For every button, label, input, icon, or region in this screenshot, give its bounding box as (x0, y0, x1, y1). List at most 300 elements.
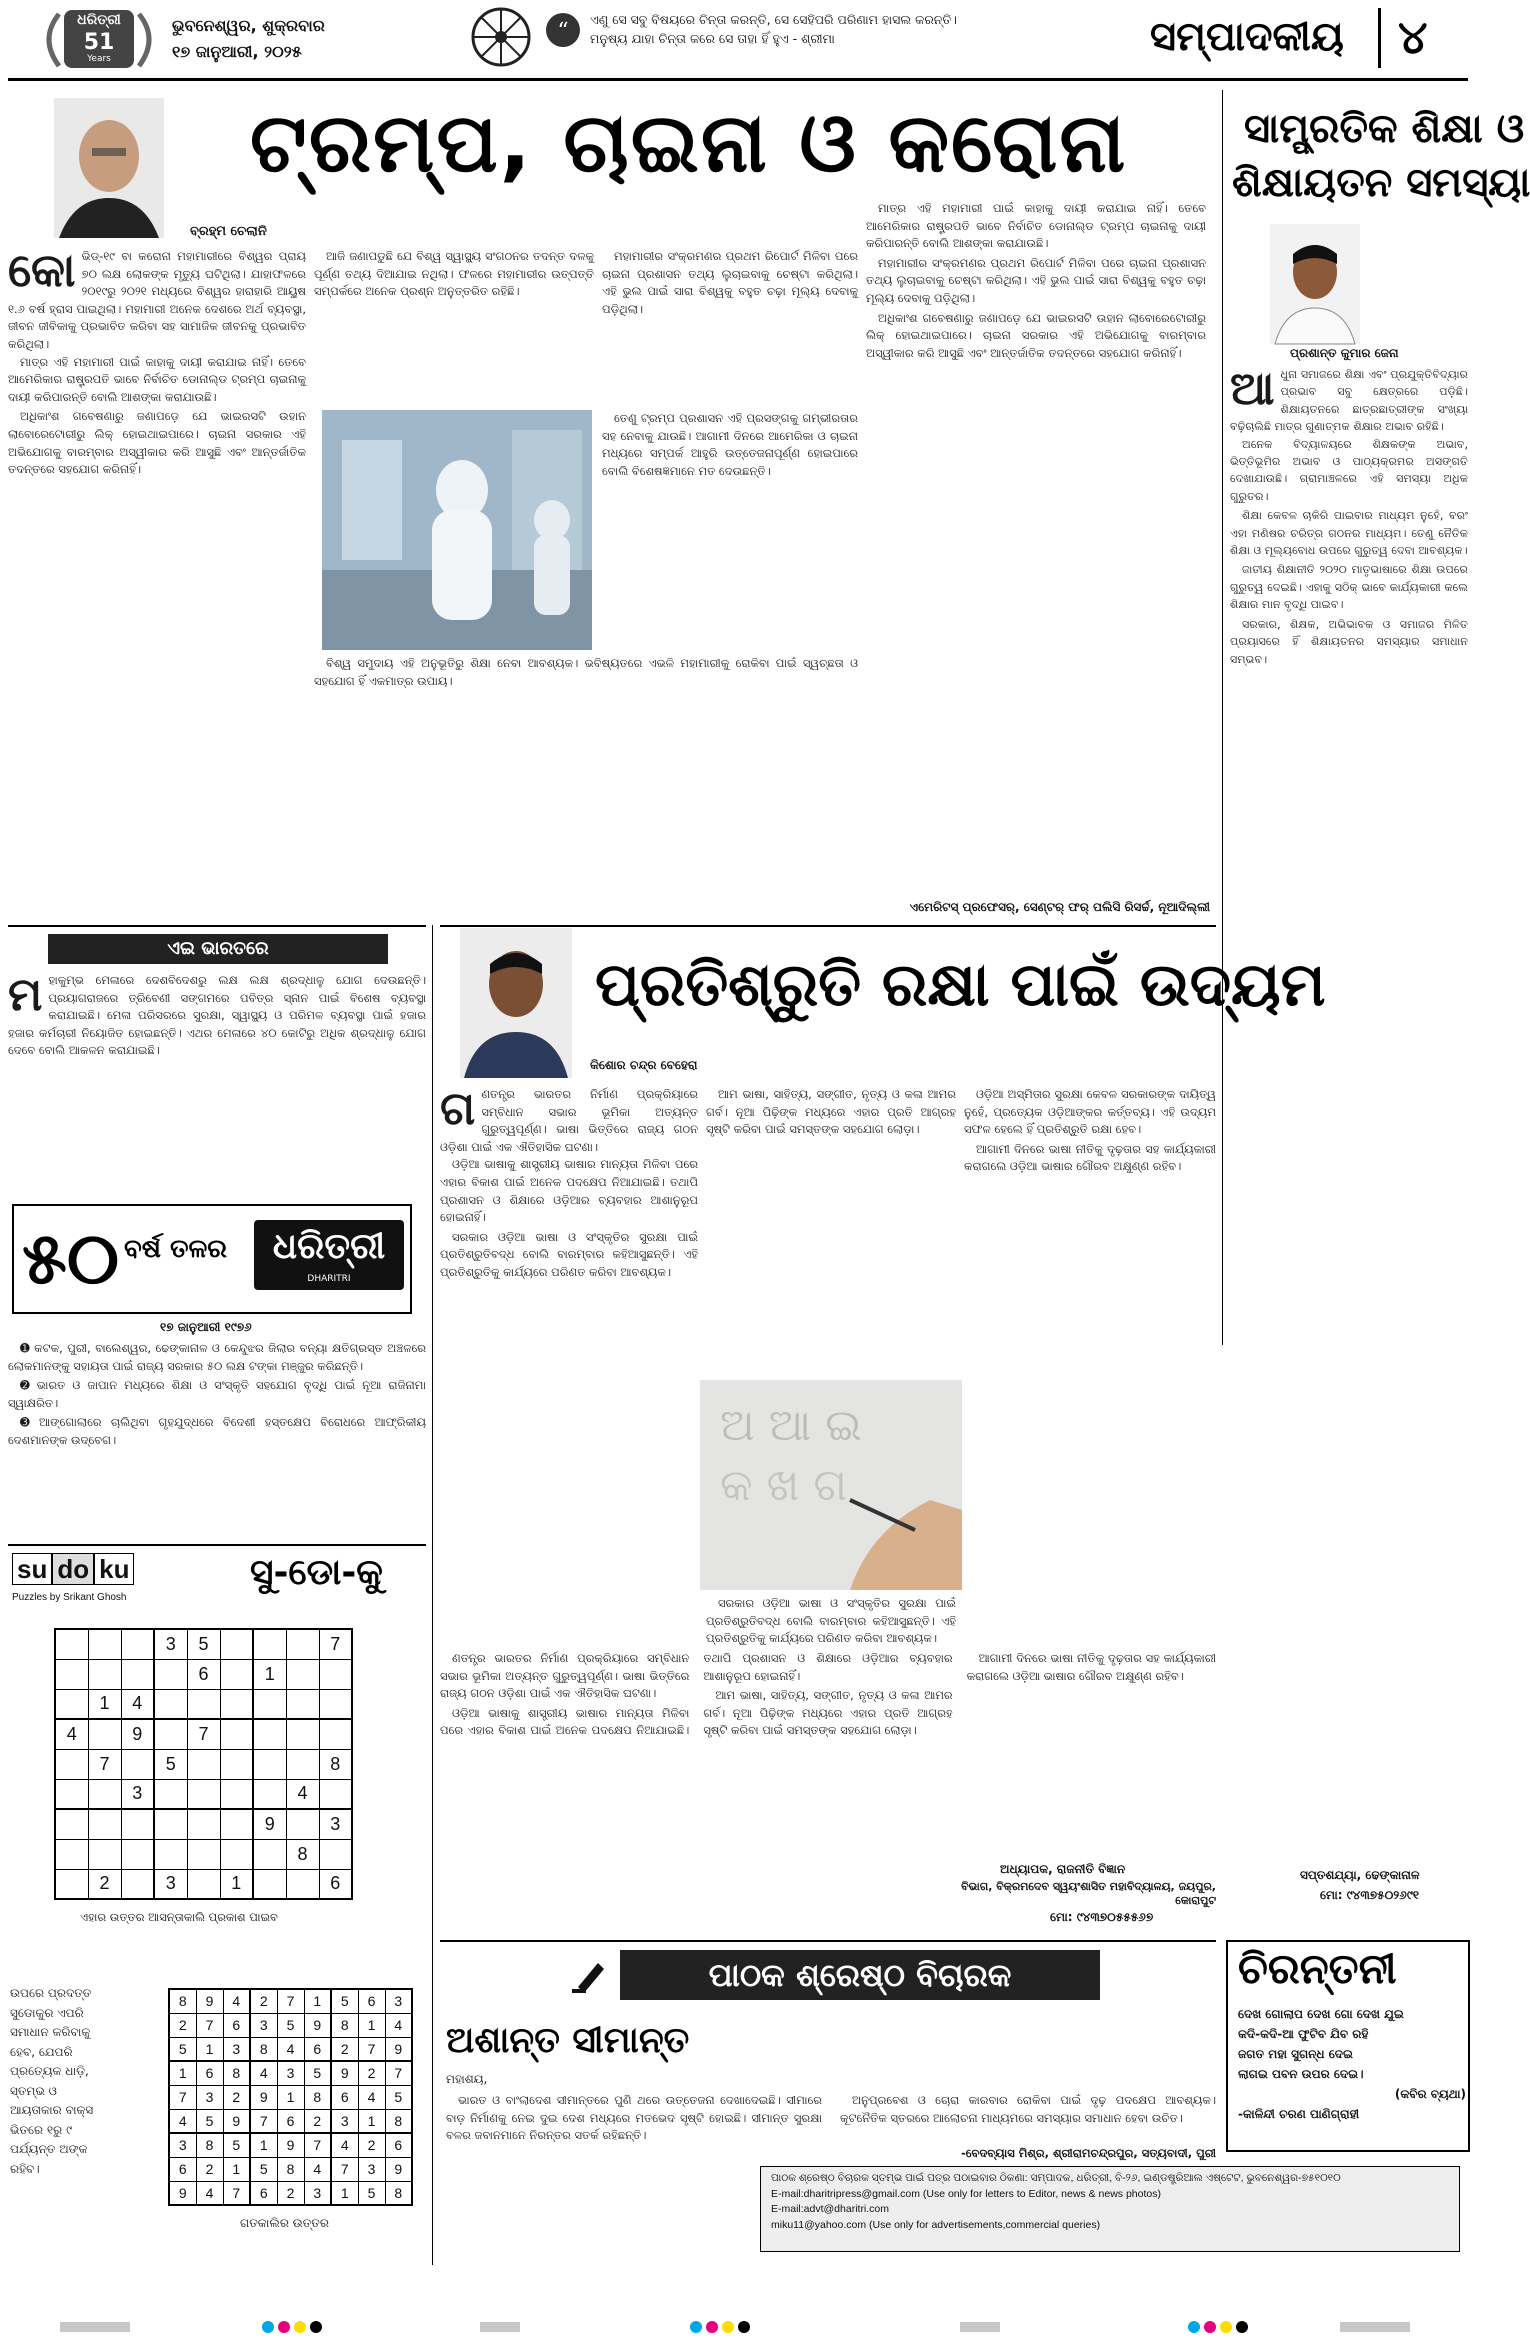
sudoku-cell[interactable] (220, 1689, 253, 1719)
answer-cell: 6 (331, 2085, 358, 2109)
sudoku-cell[interactable] (253, 1749, 286, 1779)
answer-cell: 4 (250, 2061, 277, 2085)
answer-cell: 5 (223, 2133, 250, 2157)
sudoku-cell[interactable] (253, 1719, 286, 1749)
ei-bharatare-rule (8, 925, 426, 927)
sudoku-row (55, 1779, 352, 1809)
sudoku-cell: 3 (121, 1779, 154, 1809)
answer-cell: 1 (169, 2061, 196, 2085)
sudoku-cell[interactable] (121, 1869, 154, 1899)
second-paragraph-9: ଓଡ଼ିଆ ଭାଷାକୁ ଶାସ୍ତ୍ରୀୟ ଭାଷାର ମାନ୍ୟତା ମିଳିବା ପରେ ଏହାର ବିକାଶ ପାଇଁ ଅନେକ ପଦକ୍ଷେପ ନିଆଯାଇଛି। ତଥାପି ପ୍ରଶାସନ ଓ ଶିକ୍ଷାରେ ଓଡ଼ିଆର ବ୍ୟବହାର ଆଶାନୁରୂପ ହୋଇନାହିଁ। (440, 1651, 953, 1738)
answer-cell: 1 (358, 2109, 385, 2133)
sudoku-cell[interactable] (55, 1689, 88, 1719)
paper-logo (254, 1220, 404, 1290)
sudoku-answer-note: ଏହାର ଉତ୍ତର ଆସନ୍ତାକାଲି ପ୍ରକାଶ ପାଇବ (80, 1910, 278, 1924)
paper-logo-text: ଧରିତ୍ରୀ (272, 1226, 386, 1267)
masthead (0, 0, 1476, 78)
lead-col-4 (602, 410, 858, 650)
answer-row (169, 2085, 412, 2109)
sudoku-cell[interactable] (154, 1689, 187, 1719)
printer-bar-mid-left (480, 2322, 520, 2332)
quote-icon (545, 12, 581, 48)
sudoku-cell[interactable] (286, 1809, 319, 1839)
answer-cell: 3 (169, 2133, 196, 2157)
answer-cell: 2 (196, 2157, 223, 2181)
fifty-years-number: ୫୦ (22, 1216, 120, 1300)
second-paragraph-6: ଆଗାମୀ ଦିନରେ ଭାଷା ନୀତିକୁ ଦୃଢ଼ତାର ସହ କାର୍ଯ୍ୟକାରୀ କରାଗଲେ ଓଡ଼ିଆ ଭାଷାର ଗୌରବ ଅକ୍ଷୁଣ୍ଣ ରହିବ। (964, 1141, 1216, 1174)
sudoku-cell[interactable] (286, 1689, 319, 1719)
answer-cell: 6 (250, 2181, 277, 2205)
lead-col-6 (866, 200, 1206, 890)
sudoku-cell[interactable] (154, 1659, 187, 1689)
chirantani-poem (1238, 2004, 1466, 2124)
sudoku-cell[interactable] (220, 1629, 253, 1659)
chirantani-poet: -କାଳିନ୍ଦୀ ଚରଣ ପାଣିଗ୍ରାହୀ (1238, 2107, 1360, 2121)
sudoku-cell: 5 (154, 1749, 187, 1779)
sudoku-cell: 1 (253, 1659, 286, 1689)
answer-cell: 2 (250, 1989, 277, 2013)
answer-cell: 9 (385, 2037, 412, 2061)
sudoku-cell: 3 (319, 1809, 352, 1839)
badge-years-label: Years (87, 54, 111, 64)
lead-col-3 (602, 248, 858, 408)
sudoku-cell: 7 (88, 1749, 121, 1779)
sudoku-cell: 9 (121, 1719, 154, 1749)
lead-paragraph-10: ଅଧିକାଂଶ ଗବେଷଣାରୁ ଜଣାପଡ଼େ ଯେ ଭାଇରସଟି ଉହାନ ଲାବୋରେଟୋରୀରୁ ଲିକ୍‌ ହୋଇଥାଇପାରେ। ଚାଇନା ସରକାର ଏହି ଅଭିଯୋଗକୁ ବାରମ୍ବାର ଅସ୍ୱୀକାର କରି ଆସୁଛି ଏବଂ ଆନ୍ତର୍ଜାତିକ ତଦନ୍ତରେ ସହଯୋଗ କରିନାହିଁ। (866, 310, 1206, 360)
sudoku-cell[interactable] (154, 1779, 187, 1809)
answer-cell: 2 (358, 2133, 385, 2157)
sudoku-cell: 7 (319, 1629, 352, 1659)
answer-cell: 6 (385, 2133, 412, 2157)
sudoku-cell[interactable] (253, 1839, 286, 1869)
second-col-3 (964, 1086, 1216, 1646)
sudoku-cell[interactable] (88, 1839, 121, 1869)
second-col-5 (440, 1650, 1216, 1920)
fifty-years-date: ୧୭ ଜାନୁଆରୀ ୧୯୭୬ (160, 1320, 252, 1334)
sudoku-cell[interactable] (319, 1839, 352, 1869)
letters-banner: ପାଠକ ଶ୍ରେଷ୍ଠ ବିଚାରକ (620, 1950, 1100, 2000)
registration-dot (706, 2321, 718, 2333)
answer-cell: 3 (277, 2061, 304, 2085)
page-number: ୪ (1398, 10, 1428, 64)
masthead-quote (590, 10, 1060, 48)
sudoku-grid[interactable] (54, 1628, 353, 1900)
answer-cell: 6 (304, 2037, 331, 2061)
answer-cell: 6 (196, 2061, 223, 2085)
answer-cell: 9 (196, 1989, 223, 2013)
sudoku-row (55, 1749, 352, 1779)
lead-paragraph-5: ମହାମାରୀର ସଂକ୍ରମଣର ପ୍ରଥମ ରିପୋର୍ଟ ମିଳିବା ପରେ ଚାଇନା ପ୍ରଶାସନ ତଥ୍ୟ ଲୁଚାଇବାକୁ ଚେଷ୍ଟା କରିଥିଲା। ଏହି ଭୁଲ ପାଇଁ ସାରା ବିଶ୍ୱକୁ ବହୁତ ଚଢ଼ା ମୂଲ୍ୟ ଦେବାକୁ ପଡ଼ିଥିଲା। (602, 249, 858, 316)
answer-cell: 2 (223, 2085, 250, 2109)
side-author: ପ୍ରଶାନ୍ତ କୁମାର ଜେନା (1290, 346, 1399, 360)
sudoku-cell[interactable] (154, 1839, 187, 1869)
sudoku-cell[interactable] (121, 1659, 154, 1689)
sudoku-cell: 9 (253, 1809, 286, 1839)
answer-cell: 5 (304, 2061, 331, 2085)
sudoku-cell[interactable] (319, 1689, 352, 1719)
lead-col-5 (314, 655, 858, 905)
fifty-years-item-3-text: ଆଙ୍ଗୋଲାରେ ଚାଲିଥିବା ଗୃହଯୁଦ୍ଧରେ ବିଦେଶୀ ହସ୍ତକ୍ଷେପ ବିରୋଧରେ ଆଫ୍ରିକୀୟ ଦେଶମାନଙ୍କ ଉଦ୍‌ବେଗ। (8, 1415, 426, 1447)
ei-bharatare-text: ହାକୁମ୍ଭ ମେଳାରେ ଦେଶବିଦେଶରୁ ଲକ୍ଷ ଲକ୍ଷ ଶ୍ରଦ୍ଧାଳୁ ଯୋଗ ଦେଉଛନ୍ତି। ପ୍ରୟାଗରାଜରେ ତ୍ରିବେଣୀ ସଙ୍ଗମରେ ପବିତ୍ର ସ୍ନାନ ପାଇଁ ବିଶେଷ ବ୍ୟବସ୍ଥା କରାଯାଇଛି। ମେଳା ପରିସରରେ ସୁରକ୍ଷା, ସ୍ୱାସ୍ଥ୍ୟ ଓ ପରିମଳ ବ୍ୟବସ୍ଥା ପାଇଁ ହଜାର ହଜାର କର୍ମଚାରୀ ନିୟୋଜିତ ହୋଇଛନ୍ତି। ଏଥର ମେଳାରେ ୪୦ କୋଟିରୁ ଅଧିକ ଶ୍ରଦ୍ଧାଳୁ ଯୋଗ ଦେବେ ବୋଲି ଆକଳନ କରାଯାଇଛି। (8, 973, 426, 1058)
paper-logo-en: DHARITRI (307, 1274, 351, 1284)
answer-cell: 4 (169, 2109, 196, 2133)
sudoku-cell: 8 (319, 1749, 352, 1779)
second-paragraph-4: ଆମ ଭାଷା, ସାହିତ୍ୟ, ସଙ୍ଗୀତ, ନୃତ୍ୟ ଓ କଳା ଆମର ଗର୍ବ। ନୂଆ ପିଢ଼ିଙ୍କ ମଧ୍ୟରେ ଏହାର ପ୍ରତି ଆଗ୍ରହ ସୃଷ୍ଟି କରିବା ପାଇଁ ସମସ୍ତଙ୍କ ସହଯୋଗ ଲୋଡ଼ା। (706, 1087, 956, 1137)
sudoku-cell[interactable] (187, 1809, 220, 1839)
sudoku-cell[interactable] (55, 1629, 88, 1659)
answer-row (169, 2133, 412, 2157)
sudoku-cell: 6 (319, 1869, 352, 1899)
answer-cell: 8 (223, 2061, 250, 2085)
side-paragraph-3: ଶିକ୍ଷା କେବଳ ଚାକିରି ପାଇବାର ମାଧ୍ୟମ ନୁହେଁ, ବରଂ ଏହା ମଣିଷର ଚରିତ୍ର ଗଠନର ମାଧ୍ୟମ। ତେଣୁ ନୈତିକ ଶିକ୍ଷା ଓ ମୂଲ୍ୟବୋଧ ଉପରେ ଗୁରୁତ୍ୱ ଦେବା ଆବଶ୍ୟକ। (1230, 509, 1468, 558)
second-paragraph-2: ଓଡ଼ିଆ ଭାଷାକୁ ଶାସ୍ତ୍ରୀୟ ଭାଷାର ମାନ୍ୟତା ମିଳିବା ପରେ ଏହାର ବିକାଶ ପାଇଁ ଅନେକ ପଦକ୍ଷେପ ନିଆଯାଇଛି। ତଥାପି ପ୍ରଶାସନ ଓ ଶିକ୍ଷାରେ ଓଡ଼ିଆର ବ୍ୟବହାର ଆଶାନୁରୂପ ହୋଇନାହିଁ। (440, 1157, 698, 1225)
answer-row (169, 2037, 412, 2061)
sudoku-answer-grid (168, 1988, 413, 2206)
chirantani-line-3: ଜଗତ ମହା ସୁଗନ୍ଧ ଦେଇ (1238, 2047, 1353, 2061)
lead-paragraph-6: ତେଣୁ ଟ୍ରମ୍ପ ପ୍ରଶାସନ ଏହି ପ୍ରସଙ୍ଗକୁ ଗମ୍ଭୀରତାର ସହ ନେବାକୁ ଯାଉଛି। ଆଗାମୀ ଦିନରେ ଆମେରିକା ଓ ଚାଇନା ମଧ୍ୟରେ ସମ୍ପର୍କ ଆହୁରି ଉତ୍ତେଜନାପୂର୍ଣ୍ଣ ହୋଇପାରେ ବୋଲି ବିଶେଷଜ୍ଞମାନେ ମତ ଦେଉଛନ୍ତି। (602, 411, 858, 478)
answer-cell: 5 (385, 2085, 412, 2109)
answer-cell: 4 (385, 2013, 412, 2037)
sudoku-cell[interactable] (121, 1629, 154, 1659)
sudoku-logo (12, 1554, 134, 1585)
answer-cell: 5 (196, 2109, 223, 2133)
answer-cell: 2 (277, 2181, 304, 2205)
sudoku-cell[interactable] (55, 1779, 88, 1809)
letters-footer-email-advt[interactable]: E-mail:advt@dharitri.com (771, 2203, 890, 2215)
sudoku-cell[interactable] (220, 1839, 253, 1869)
sudoku-cell[interactable] (319, 1779, 352, 1809)
sudoku-row (55, 1719, 352, 1749)
registration-dot (690, 2321, 702, 2333)
answer-cell: 7 (169, 2085, 196, 2109)
answer-cell: 7 (250, 2109, 277, 2133)
answer-cell: 1 (277, 2085, 304, 2109)
sudoku-answer-caption: ଗତକାଲିର ଉତ୍ତର (240, 2216, 329, 2230)
answer-cell: 2 (358, 2061, 385, 2085)
second-paragraph-1: ଣତନ୍ତ୍ର ଭାରତର ନିର୍ମାଣ ପ୍ରକ୍ରିୟାରେ ସମ୍ବିଧାନ ସଭାର ଭୂମିକା ଅତ୍ୟନ୍ତ ଗୁରୁତ୍ୱପୂର୍ଣ୍ଣ। ଭାଷା ଭିତ୍ତିରେ ରାଜ୍ୟ ଗଠନ ଓଡ଼ିଶା ପାଇଁ ଏକ ଐତିହାସିକ ଘଟଣା। (440, 1087, 698, 1154)
chirantani-line-2: କଦି-କଦି-ଆ ଫୁଟିବ ଯିବ ରହି (1238, 2027, 1369, 2041)
answer-cell: 7 (331, 2157, 358, 2181)
registration-dot (722, 2321, 734, 2333)
letters-salutation: ମହାଶୟ, (446, 2072, 488, 2086)
letters-paragraph-1: ଭାରତ ଓ ବାଂଲାଦେଶ ସୀମାନ୍ତରେ ପୁଣି ଥରେ ଉତ୍ତେଜନା ଦେଖାଦେଇଛି। ସୀମାରେ ବାଡ଼ ନିର୍ମାଣକୁ ନେଇ ଦୁଇ ଦେଶ ମଧ୍ୟରେ ମତଭେଦ ସୃଷ୍ଟି ହୋଇଛି। ସୀମାନ୍ତ ସୁରକ୍ଷା ବଳର ଜବାନମାନେ ନିରନ୍ତର ସତର୍କ ରହିଛନ୍ତି। (446, 2093, 822, 2143)
sudoku-cell[interactable] (220, 1719, 253, 1749)
printer-bar-left (60, 2322, 130, 2332)
sudoku-row (55, 1869, 352, 1899)
answer-cell: 2 (304, 2109, 331, 2133)
answer-row (169, 2013, 412, 2037)
second-footer-phone: ମୋ: ୯୪୩୭୦୫୫୫୬୭ (1050, 1910, 1154, 1924)
quote-line-1: ଏଣୁ ସେ ସବୁ ବିଷୟରେ ଚିନ୍ତା କରନ୍ତି, ସେ ସେହିପରି ପରିଣାମ ହାସଲ କରନ୍ତି। (590, 12, 957, 27)
answer-cell: 8 (169, 1989, 196, 2013)
answer-cell: 3 (196, 2085, 223, 2109)
sudoku-cell[interactable] (220, 1809, 253, 1839)
sudoku-cell[interactable] (253, 1689, 286, 1719)
sudoku-cell[interactable] (187, 1869, 220, 1899)
sudoku-cell[interactable] (88, 1779, 121, 1809)
answer-cell: 1 (331, 2181, 358, 2205)
answer-cell: 5 (250, 2157, 277, 2181)
left-column-rule (432, 925, 433, 2265)
answer-cell: 8 (304, 2085, 331, 2109)
sudoku-title: ସୁ-ଡୋ-କୁ (250, 1552, 383, 1593)
second-paragraph-8: ଣତନ୍ତ୍ର ଭାରତର ନିର୍ମାଣ ପ୍ରକ୍ରିୟାରେ ସମ୍ବିଧାନ ସଭାର ଭୂମିକା ଅତ୍ୟନ୍ତ ଗୁରୁତ୍ୱପୂର୍ଣ୍ଣ। ଭାଷା ଭିତ୍ତିରେ ରାଜ୍ୟ ଗଠନ ଓଡ଼ିଶା ପାଇଁ ଏକ ଐତିହାସିକ ଘଟଣା। (440, 1651, 690, 1701)
sudoku-cell: 7 (187, 1719, 220, 1749)
sudoku-cell[interactable] (286, 1869, 319, 1899)
second-dropcap: ଗ (440, 1081, 476, 1135)
chirantani-title: ଚିରନ୍ତନୀ (1238, 1944, 1397, 1993)
answer-cell: 4 (277, 2037, 304, 2061)
sudoku-logo-ku: ku (94, 1553, 134, 1585)
sudoku-cell[interactable] (286, 1629, 319, 1659)
answer-cell: 4 (196, 2181, 223, 2205)
answer-cell: 9 (250, 2085, 277, 2109)
fifty-years-item-2-text: ଭାରତ ଓ ଜାପାନ ମଧ୍ୟରେ ଶିକ୍ଷା ଓ ସଂସ୍କୃତି ସହଯୋଗ ବୃଦ୍ଧି ପାଇଁ ନୂଆ ରାଜିନାମା ସ୍ୱାକ୍ଷରିତ। (8, 1378, 426, 1410)
answer-cell: 7 (304, 2133, 331, 2157)
sudoku-cell[interactable] (187, 1749, 220, 1779)
chirantani-line-4: ଲାଗଇ ପବନ ଉପର ଦେଇ। (1238, 2067, 1364, 2081)
registration-dot (1220, 2321, 1232, 2333)
answer-cell: 3 (250, 2013, 277, 2037)
answer-cell: 6 (277, 2109, 304, 2133)
side-paragraph-1: ଧୁନା ସମାଜରେ ଶିକ୍ଷା ଏବଂ ପ୍ରଯୁକ୍ତିବିଦ୍ୟାର ପ୍ରଭାବ ସବୁ କ୍ଷେତ୍ରରେ ପଡ଼ିଛି। ଶିକ୍ଷାୟତନରେ ଛାତ୍ରଛାତ୍ରୀଙ୍କ ସଂଖ୍ୟା ବଢ଼ିଚାଲିଛି ମାତ୍ର ଗୁଣାତ୍ମକ ଶିକ୍ଷାର ଅଭାବ ରହିଛି। (1230, 368, 1468, 434)
second-paragraph-5: ଓଡ଼ିଆ ଅସ୍ମିତାର ସୁରକ୍ଷା କେବଳ ସରକାରଙ୍କ ଦାୟିତ୍ୱ ନୁହେଁ, ପ୍ରତ୍ୟେକ ଓଡ଼ିଆଙ୍କର କର୍ତ୍ତବ୍ୟ। ଏହି ଉଦ୍ୟମ ସଫଳ ହେଲେ ହିଁ ପ୍ରତିଶ୍ରୁତି ରକ୍ଷା ହେବ। (964, 1087, 1216, 1137)
letters-footer-email-editor[interactable]: E-mail:dharitripress@gmail.com (Use only for letters to Editor, news & news photos) (771, 2187, 1161, 2200)
second-paragraph-11: ଆଗାମୀ ଦିନରେ ଭାଷା ନୀତିକୁ ଦୃଢ଼ତାର ସହ କାର୍ଯ୍ୟକାରୀ କରାଗଲେ ଓଡ଼ିଆ ଭାଷାର ଗୌରବ ଅକ୍ଷୁଣ୍ଣ ରହିବ। (966, 1651, 1216, 1683)
answer-cell: 4 (223, 1989, 250, 2013)
sudoku-cell[interactable] (55, 1809, 88, 1839)
sudoku-cell[interactable] (121, 1839, 154, 1869)
sudoku-row (55, 1629, 352, 1659)
answer-cell: 8 (385, 2109, 412, 2133)
sudoku-cell[interactable] (154, 1809, 187, 1839)
sudoku-cell[interactable] (154, 1719, 187, 1749)
letters-footer (760, 2166, 1460, 2252)
sudoku-cell: 3 (154, 1629, 187, 1659)
registration-dot (1188, 2321, 1200, 2333)
sudoku-cell[interactable] (88, 1809, 121, 1839)
author-photo-second (460, 928, 572, 1078)
sudoku-cell[interactable] (55, 1749, 88, 1779)
section-divider (1378, 8, 1381, 68)
fifty-years-items (8, 1340, 426, 1550)
lead-dropcap: କୋ (8, 243, 76, 297)
sudoku-cell[interactable] (220, 1659, 253, 1689)
answer-cell: 1 (304, 1989, 331, 2013)
sudoku-cell: 1 (220, 1869, 253, 1899)
answer-cell: 4 (304, 2157, 331, 2181)
second-headline: ପ୍ରତିଶ୍ରୁତି ରକ୍ଷା ପାଇଁ ଉଦ୍ୟମ (595, 950, 1326, 1020)
sudoku-cell[interactable] (121, 1749, 154, 1779)
ei-bharatare-dropcap: ମ (8, 967, 43, 1021)
sudoku-cell: 4 (55, 1719, 88, 1749)
sudoku-cell[interactable] (88, 1629, 121, 1659)
answer-cell: 7 (196, 2013, 223, 2037)
answer-cell: 1 (196, 2037, 223, 2061)
author-photo-side (1270, 224, 1360, 344)
answer-cell: 3 (385, 1989, 412, 2013)
badge-years: 51 (83, 30, 115, 55)
letters-rule (440, 1940, 1216, 1942)
side-phone: ମୋ: ୯୪୩୭୫୦୨୬୯୧ (1320, 1888, 1420, 1902)
sudoku-cell[interactable] (55, 1869, 88, 1899)
masthead-city-day: ଭୁବନେଶ୍ୱର, ଶୁକ୍ରବାର (172, 16, 325, 35)
lead-paragraph-4: ଆଜି ଜଣାପଡୁଛି ଯେ ବିଶ୍ୱ ସ୍ୱାସ୍ଥ୍ୟ ସଂଗଠନର ତଦନ୍ତ ଦଳକୁ ପୂର୍ଣ୍ଣ ତଥ୍ୟ ଦିଆଯାଇ ନଥିଲା। ଫଳରେ ମହାମାରୀର ଉତ୍ପତ୍ତି ସମ୍ପର୍କରେ ଅନେକ ପ୍ରଶ୍ନ ଅନୁତ୍ତରିତ ରହିଛି। (314, 249, 594, 299)
svg-text:ଅ ଆ ଇ: ଅ ଆ ଇ (720, 1400, 862, 1451)
registration-dot (262, 2321, 274, 2333)
side-paragraph-4: ଜାତୀୟ ଶିକ୍ଷାନୀତି ୨୦୨୦ ମାତୃଭାଷାରେ ଶିକ୍ଷା ଉପରେ ଗୁରୁତ୍ୱ ଦେଇଛି। ଏହାକୁ ସଠିକ୍‌ ଭାବେ କାର୍ଯ୍ୟକାରୀ କଲେ ଶିକ୍ଷାର ମାନ ବୃଦ୍ଧି ପାଇବ। (1230, 563, 1468, 612)
side-place: ସପ୍ତଶଯ୍ୟା, ଢେଙ୍କାନାଳ (1300, 1868, 1420, 1882)
sudoku-cell[interactable] (55, 1839, 88, 1869)
side-dropcap: ଆ (1230, 361, 1275, 415)
sudoku-cell: 3 (154, 1869, 187, 1899)
lead-paragraph-8: ମାତ୍ର ଏହି ମହାମାରୀ ପାଇଁ କାହାକୁ ଦାୟୀ କରାଯାଇ ନାହିଁ। ତେବେ ଆମେରିକାର ରାଷ୍ଟ୍ରପତି ଭାବେ ନିର୍ବାଚିତ ଡୋନାଲ୍ଡ ଟ୍ରମ୍ପ ଚାଇନାକୁ ଦାୟୀ କରିପାରନ୍ତି ବୋଲି ଆଶଙ୍କା କରାଯାଉଛି। (866, 201, 1206, 251)
printer-bar-mid-right (960, 2322, 1000, 2332)
sudoku-instructions: ଉପରେ ପ୍ରଦତ୍ତ ସୁଡୋକୁର ଏପରି ସମାଧାନ କରିବାକୁ ହେବ, ଯେପରି ପ୍ରତ୍ୟେକ ଧାଡ଼ି, ସ୍ତମ୍ଭ ଓ ଆୟତାକାର ବାକ୍ସ ଭିତରେ ୧ରୁ ୯ ପର୍ଯ୍ୟନ୍ତ ଅଙ୍କ ରହିବ। (10, 1986, 94, 2176)
chirantani-line-1: ଦେଖ ଗୋଲାପ ଦେଖ ଗୋ ଦେଖ ଯୁଇ (1238, 2007, 1404, 2021)
answer-cell: 9 (169, 2181, 196, 2205)
sudoku-cell[interactable] (253, 1629, 286, 1659)
answer-cell: 9 (385, 2157, 412, 2181)
answer-cell: 1 (250, 2133, 277, 2157)
chirantani-source: (କବିର ବ୍ୟଥା) (1394, 2087, 1466, 2101)
sudoku-cell: 2 (88, 1869, 121, 1899)
sudoku-row (55, 1689, 352, 1719)
lead-paragraph-2: ମାତ୍ର ଏହି ମହାମାରୀ ପାଇଁ କାହାକୁ ଦାୟୀ କରାଯାଇ ନାହିଁ। ତେବେ ଆମେରିକାର ରାଷ୍ଟ୍ରପତି ଭାବେ ନିର୍ବାଚିତ ଡୋନାଲ୍ଡ ଟ୍ରମ୍ପ ଚାଇନାକୁ ଦାୟୀ କରିପାରନ୍ତି ବୋଲି ଆଶଙ୍କା କରାଯାଉଛି। (8, 354, 306, 404)
second-paragraph-3: ସରକାର ଓଡ଼ିଆ ଭାଷା ଓ ସଂସ୍କୃତିର ସୁରକ୍ଷା ପାଇଁ ପ୍ରତିଶ୍ରୁତିବଦ୍ଧ ବୋଲି ବାରମ୍ବାର କହିଆସୁଛନ୍ତି। ଏହି ପ୍ରତିଶ୍ରୁତିକୁ କାର୍ଯ୍ୟରେ ପରିଣତ କରିବା ଆବଶ୍ୟକ। (440, 1229, 698, 1279)
letters-signature: -ବେଦବ୍ୟାସ ମିଶ୍ର, ଶ୍ରୀରାମଚନ୍ଦ୍ରପୁର, ସତ୍ୟବାଦୀ, ପୁରୀ (960, 2146, 1216, 2160)
answer-row (169, 2157, 412, 2181)
sudoku-cell[interactable] (121, 1809, 154, 1839)
sudoku-cell[interactable] (88, 1719, 121, 1749)
fifty-years-item-1: ➊ କଟକ, ପୁରୀ, ବାଲେଶ୍ୱର, ଢେଙ୍କାନାଳ ଓ କେନ୍ଦୁଝର ଜିଲାର ବନ୍ୟା କ୍ଷତିଗ୍ରସ୍ତ ଅଞ୍ଚଳରେ ଲୋକମାନଙ୍କୁ ସହାୟତା ପାଇଁ ରାଜ୍ୟ ସରକାର ୫୦ ଲକ୍ଷ ଟଙ୍କା ମଞ୍ଜୁର କରିଛନ୍ତି। (8, 1341, 426, 1373)
fifty-years-item-3: ➌ ଆଙ୍ଗୋଲାରେ ଚାଲିଥିବା ଗୃହଯୁଦ୍ଧରେ ବିଦେଶୀ ହସ୍ତକ୍ଷେପ ବିରୋଧରେ ଆଫ୍ରିକୀୟ ଦେଶମାନଙ୍କ ଉଦ୍‌ବେଗ। (8, 1415, 426, 1447)
anniversary-badge (34, 6, 164, 72)
registration-dot (738, 2321, 750, 2333)
second-author: କିଶୋର ଚନ୍ଦ୍ର ବେହେରା (590, 1058, 698, 1072)
letters-paragraph-2: ଅନୁପ୍ରବେଶ ଓ ଚୋରା କାରବାର ରୋକିବା ପାଇଁ ଦୃଢ଼ ପଦକ୍ଷେପ ଆବଶ୍ୟକ। କୂଟନୈତିକ ସ୍ତରରେ ଆଲୋଚନା ମାଧ୍ୟମରେ ସମସ୍ୟାର ସମାଧାନ ହେବା ଉଚିତ। (840, 2093, 1216, 2125)
answer-cell: 5 (277, 2013, 304, 2037)
side-paragraph-5: ସରକାର, ଶିକ୍ଷକ, ଅଭିଭାବକ ଓ ସମାଜର ମିଳିତ ପ୍ରୟାସରେ ହିଁ ଶିକ୍ଷାୟତନର ସମସ୍ୟାର ସମାଧାନ ସମ୍ଭବ। (1230, 617, 1468, 666)
fifty-years-item-1-text: କଟକ, ପୁରୀ, ବାଲେଶ୍ୱର, ଢେଙ୍କାନାଳ ଓ କେନ୍ଦୁଝର ଜିଲାର ବନ୍ୟା କ୍ଷତିଗ୍ରସ୍ତ ଅଞ୍ଚଳରେ ଲୋକମାନଙ୍କୁ ସହାୟତା ପାଇଁ ରାଜ୍ୟ ସରକାର ୫୦ ଲକ୍ଷ ଟଙ୍କା ମଞ୍ଜୁର କରିଛନ୍ତି। (8, 1341, 426, 1373)
sudoku-cell[interactable] (286, 1659, 319, 1689)
letters-footer-email-commercial[interactable]: miku11@yahoo.com (Use only for advertisements,commercial queries) (771, 2218, 1101, 2231)
sudoku-cell[interactable] (187, 1839, 220, 1869)
lead-headline: ଟ୍ରମ୍ପ, ଚାଇନା ଓ କରୋନା (250, 96, 1128, 191)
answer-cell: 2 (331, 2037, 358, 2061)
answer-cell: 8 (196, 2133, 223, 2157)
sudoku-cell[interactable] (220, 1749, 253, 1779)
masthead-date: ୧୭ ଜାନୁଆରୀ, ୨୦୨୫ (172, 42, 302, 61)
sudoku-logo-su: su (12, 1553, 52, 1585)
registration-dot (294, 2321, 306, 2333)
sudoku-cell[interactable] (286, 1719, 319, 1749)
answer-cell: 9 (223, 2109, 250, 2133)
answer-row (169, 2181, 412, 2205)
chirantani-box (1226, 1940, 1470, 2152)
fifty-years-item-2: ➋ ଭାରତ ଓ ଜାପାନ ମଧ୍ୟରେ ଶିକ୍ଷା ଓ ସଂସ୍କୃତି ସହଯୋଗ ବୃଦ୍ଧି ପାଇଁ ନୂଆ ରାଜିନାମା ସ୍ୱାକ୍ଷରିତ। (8, 1378, 426, 1410)
answer-cell: 4 (358, 2085, 385, 2109)
second-col-4 (706, 1595, 956, 1649)
answer-cell: 3 (304, 2181, 331, 2205)
right-column-rule (1222, 90, 1223, 1345)
svg-text:କ ଖ ଗ: କ ଖ ଗ (720, 1460, 848, 1511)
answer-cell: 8 (331, 2013, 358, 2037)
sudoku-cell: 8 (286, 1839, 319, 1869)
ei-bharatare-title: ଏଇ ଭାରତରେ (48, 934, 388, 964)
second-col-1 (440, 1081, 698, 1646)
second-paragraph-7: ସରକାର ଓଡ଼ିଆ ଭାଷା ଓ ସଂସ୍କୃତିର ସୁରକ୍ଷା ପାଇଁ ପ୍ରତିଶ୍ରୁତିବଦ୍ଧ ବୋଲି ବାରମ୍ବାର କହିଆସୁଛନ୍ତି। ଏହି ପ୍ରତିଶ୍ରୁତିକୁ କାର୍ଯ୍ୟରେ ପରିଣତ କରିବା ଆବଶ୍ୟକ। (706, 1596, 956, 1646)
sudoku-cell[interactable] (187, 1689, 220, 1719)
second-paragraph-10: ଆମ ଭାଷା, ସାହିତ୍ୟ, ସଙ୍ଗୀତ, ନୃତ୍ୟ ଓ କଳା ଆମର ଗର୍ବ। ନୂଆ ପିଢ଼ିଙ୍କ ମଧ୍ୟରେ ଏହାର ପ୍ରତି ଆଗ୍ରହ ସୃଷ୍ଟି କରିବା ପାଇଁ ସମସ୍ତଙ୍କ ସହଯୋଗ ଲୋଡ଼ା। (703, 1688, 953, 1738)
answer-cell: 6 (358, 1989, 385, 2013)
sudoku-row (55, 1659, 352, 1689)
answer-cell: 7 (385, 2061, 412, 2085)
answer-cell: 1 (358, 2013, 385, 2037)
fifty-years-banner (12, 1204, 412, 1314)
answer-cell: 1 (223, 2157, 250, 2181)
lab-photo (322, 410, 592, 650)
answer-cell: 7 (358, 2037, 385, 2061)
sudoku-rule (8, 1544, 426, 1546)
sudoku-cell[interactable] (55, 1659, 88, 1689)
sudoku-cell[interactable] (187, 1779, 220, 1809)
sudoku-cell[interactable] (253, 1779, 286, 1809)
svg-text:“: “ (557, 19, 569, 44)
side-headline-1: ସାମ୍ପ୍ରତିକ ଶିକ୍ଷା ଓ (1244, 106, 1525, 152)
sudoku-cell[interactable] (319, 1719, 352, 1749)
sudoku-cell: 1 (88, 1689, 121, 1719)
answer-cell: 6 (169, 2157, 196, 2181)
answer-cell: 8 (250, 2037, 277, 2061)
side-body (1230, 361, 1468, 1386)
sudoku-cell[interactable] (88, 1659, 121, 1689)
side-paragraph-2: ଅନେକ ବିଦ୍ୟାଳୟରେ ଶିକ୍ଷକଙ୍କ ଅଭାବ, ଭିତ୍ତିଭୂମିର ଅଭାବ ଓ ପାଠ୍ୟକ୍ରମର ଅସଙ୍ଗତି ଦେଖାଯାଉଛି। ଗ୍ରାମାଞ୍ଚଳରେ ଏହି ସମସ୍ୟା ଅଧିକ ଗୁରୁତର। (1230, 437, 1468, 503)
handwriting-photo (700, 1380, 962, 1590)
section-title: ସମ୍ପାଦକୀୟ (1150, 14, 1344, 60)
lead-paragraph-1: ଭିଡ୍‌-୧୯ ବା କରୋନା ମହାମାରୀରେ ବିଶ୍ୱର ପ୍ରାୟ ୭୦ ଲକ୍ଷ ଲୋକଙ୍କ ମୃତ୍ୟୁ ଘଟିଥିଲା। ଯାହାଫଳରେ ୨୦୧୯ରୁ ୨୦୨୧ ମଧ୍ୟରେ ବିଶ୍ୱର ହାରାହାରି ଆୟୁଷ ୧.୬ ବର୍ଷ ହ୍ରାସ ପାଇଥିଲା। ମହାମାରୀ ଅନେକ ଦେଶରେ ଅର୍ଥ ବ୍ୟବସ୍ଥା, ଜୀବନ ଜୀବିକାକୁ ପ୍ରଭାବିତ କରିବା ସହ ସାମାଜିକ ଜୀବନକୁ ପ୍ରଭାବିତ କରିଥିଲା। (8, 249, 306, 351)
answer-cell: 3 (331, 2109, 358, 2133)
answer-cell: 6 (223, 2013, 250, 2037)
ei-bharatare-body (8, 967, 426, 1182)
badge-name: ଧରିତ୍ରୀ (77, 12, 121, 28)
answer-cell: 9 (304, 2013, 331, 2037)
second-col-2 (706, 1086, 956, 1376)
lead-paragraph-9: ମହାମାରୀର ସଂକ୍ରମଣର ପ୍ରଥମ ରିପୋର୍ଟ ମିଳିବା ପରେ ଚାଇନା ପ୍ରଶାସନ ତଥ୍ୟ ଲୁଚାଇବାକୁ ଚେଷ୍ଟା କରିଥିଲା। ଏହି ଭୁଲ ପାଇଁ ସାରା ବିଶ୍ୱକୁ ବହୁତ ଚଢ଼ା ମୂଲ୍ୟ ଦେବାକୁ ପଡ଼ିଥିଲା। (866, 255, 1206, 305)
sudoku-cell[interactable] (319, 1659, 352, 1689)
sudoku-cell[interactable] (286, 1749, 319, 1779)
answer-row (169, 1989, 412, 2013)
answer-row (169, 2061, 412, 2085)
sudoku-cell: 4 (286, 1779, 319, 1809)
letters-footer-address: ପାଠକ ଶ୍ରେଷ୍ଠ ବିଚାରକ ସ୍ତମ୍ଭ ପାଇଁ ପତ୍ର ପଠାଇବାର ଠିକଣା: ସମ୍ପାଦକ, ଧରିତ୍ରୀ, ବି-୨୬, ଇଣ୍ଡଷ୍ଟ୍ରିଆଲ ଏଷ୍ଟେଟ, ଭୁବନେଶ୍ୱର-୭୫୧୦୧୦ (771, 2172, 1341, 2184)
second-article-rule (440, 925, 1216, 927)
sudoku-cell[interactable] (253, 1869, 286, 1899)
letters-headline: ଅଶାନ୍ତ ସୀମାନ୍ତ (446, 2020, 690, 2061)
sudoku-cell[interactable] (220, 1779, 253, 1809)
pen-icon (570, 1955, 610, 1995)
answer-cell: 2 (169, 2013, 196, 2037)
sudoku-cell: 6 (187, 1659, 220, 1689)
answer-cell: 5 (331, 1989, 358, 2013)
lead-paragraph-3: ଅଧିକାଂଶ ଗବେଷଣାରୁ ଜଣାପଡ଼େ ଯେ ଭାଇରସଟି ଉହାନ ଲାବୋରେଟୋରୀରୁ ଲିକ୍‌ ହୋଇଥାଇପାରେ। ଚାଇନା ସରକାର ଏହି ଅଭିଯୋଗକୁ ବାରମ୍ବାର ଅସ୍ୱୀକାର କରି ଆସୁଛି ଏବଂ ଆନ୍ତର୍ଜାତିକ ତଦନ୍ତରେ ସହଯୋଗ କରିନାହିଁ। (8, 409, 306, 477)
fifty-years-label: ବର୍ଷ ତଳର (124, 1234, 227, 1264)
author-photo-lead (54, 98, 164, 238)
sudoku-byline: Puzzles by Srikant Ghosh (12, 1592, 127, 1603)
lead-author: ବ୍ରହ୍ମ ଚେଲାନି (190, 224, 267, 239)
printer-bar-right (1340, 2322, 1410, 2332)
quote-line-2: ମନୁଷ୍ୟ ଯାହା ଚିନ୍ତା କରେ ସେ ତାହା ହିଁ ହୁଏ - ଶ୍ରୀମା (590, 31, 835, 46)
